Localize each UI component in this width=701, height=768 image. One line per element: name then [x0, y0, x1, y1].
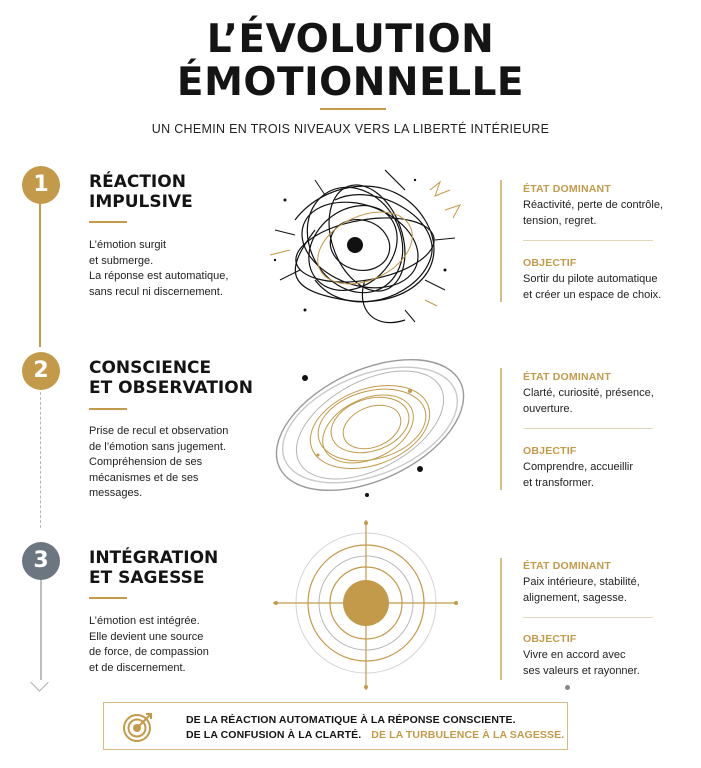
level-3-description: [89, 614, 254, 676]
level-1-state-line: tension, regret.: [523, 214, 597, 227]
level-1-description-line: La réponse est automatique,: [89, 270, 229, 282]
level-1-description-line: et submerge.: [89, 254, 154, 267]
level-3-separator: [523, 617, 653, 618]
level-2-description-line: Prise de recul et observation: [89, 425, 229, 437]
level-2-goal-label: OBJECTIF: [523, 445, 577, 457]
concentric-target-illustration: [268, 515, 468, 695]
level-1-description: [89, 238, 254, 300]
level-1-description-line: L’émotion surgit: [89, 239, 167, 251]
page-subtitle: UN CHEMIN EN TROIS NIVEAUX VERS LA LIBERTÉ INTÉRIEURE: [151, 122, 550, 136]
footer-line2-a: DE LA CONFUSION À LA CLARTÉ.: [186, 729, 362, 741]
level-1-divider: [500, 180, 502, 302]
level-3-goal-line: ses valeurs et rayonner.: [523, 664, 640, 677]
level-1-state-label: ÉTAT DOMINANT: [523, 183, 611, 195]
timeline-segment-2: [40, 392, 41, 528]
level-1-heading-line2: IMPULSIVE: [89, 192, 193, 212]
level-3-description-line: de force, de compassion: [89, 646, 209, 658]
level-3-state-line: Paix intérieure, stabilité,: [523, 576, 640, 588]
level-3-description-line: L’émotion est intégrée.: [89, 615, 200, 627]
level-2-rule: [89, 408, 127, 410]
level-3-state-text: [523, 575, 693, 606]
level-2-heading-line1: CONSCIENCE: [89, 358, 212, 378]
level-2-goal-text: [523, 460, 693, 491]
level-3-goal-line: Vivre en accord avec: [523, 649, 626, 661]
level-3-description-line: et de discernement.: [89, 661, 186, 674]
level-1-rule: [89, 221, 127, 223]
level-2-divider: [500, 368, 502, 490]
level-1-heading-line1: RÉACTION: [89, 172, 186, 192]
level-1-state-text: [523, 198, 693, 229]
footer-line2: [186, 728, 564, 743]
level-3-state-line: alignement, sagesse.: [523, 591, 627, 604]
footer-line1: DE LA RÉACTION AUTOMATIQUE À LA RÉPONSE CONSCIENTE.: [186, 714, 516, 726]
timeline-arrow-icon: [30, 673, 48, 691]
level-1-number-badge: 1: [22, 166, 60, 204]
timeline-segment-3: [40, 580, 42, 680]
level-2-state-line: Clarté, curiosité, présence,: [523, 387, 654, 399]
level-1-state-line: Réactivité, perte de contrôle,: [523, 199, 664, 211]
level-3-rule: [89, 597, 127, 599]
level-2-description-line: messages.: [89, 487, 143, 499]
orbit-rings-illustration: [260, 345, 480, 505]
level-1-heading: [89, 172, 193, 212]
page-title-line1: L’ÉVOLUTION: [206, 17, 495, 62]
level-1-separator: [523, 240, 653, 241]
end-dot: [565, 685, 570, 690]
title-divider: [320, 108, 386, 110]
chaotic-scribble-illustration: [255, 160, 470, 330]
level-1-goal-text: [523, 272, 693, 303]
level-2-separator: [523, 428, 653, 429]
level-3-heading: [89, 548, 218, 588]
level-2-description-line: Compréhension de ses: [89, 456, 203, 468]
level-3-number-badge: 3: [22, 542, 60, 580]
level-2-goal-line: et transformer.: [523, 476, 594, 489]
level-3-goal-text: [523, 648, 693, 679]
footer-line2-b: DE LA TURBULENCE À LA SAGESSE.: [371, 729, 565, 741]
footer-text: [186, 713, 564, 743]
level-2-goal-line: Comprendre, accueillir: [523, 461, 634, 473]
level-2-state-line: ouverture.: [523, 402, 573, 415]
level-3-divider: [500, 558, 502, 680]
level-2-state-label: ÉTAT DOMINANT: [523, 371, 611, 383]
level-2-description-line: de l’émotion sans jugement.: [89, 440, 226, 453]
level-1-goal-label: OBJECTIF: [523, 257, 577, 269]
level-2-heading: [89, 358, 253, 398]
level-2-number-badge: 2: [22, 352, 60, 390]
level-1-goal-line: et créer un espace de choix.: [523, 288, 662, 301]
level-3-state-label: ÉTAT DOMINANT: [523, 560, 611, 572]
level-3-heading-line1: INTÉGRATION: [89, 548, 219, 568]
target-arrow-icon: [122, 711, 154, 743]
timeline-segment-1: [39, 202, 41, 347]
level-3-goal-label: OBJECTIF: [523, 633, 577, 645]
level-2-description: [89, 424, 254, 502]
level-3-heading-line2: ET SAGESSE: [89, 568, 205, 588]
page-title-line2: ÉMOTIONNELLE: [176, 60, 525, 105]
level-1-description-line: sans recul ni discernement.: [89, 285, 223, 298]
level-2-description-line: mécanismes et de ses: [89, 471, 199, 484]
level-2-state-text: [523, 386, 693, 417]
level-3-description-line: Elle devient une source: [89, 630, 204, 643]
level-2-heading-line2: ET OBSERVATION: [89, 378, 253, 398]
level-1-goal-line: Sortir du pilote automatique: [523, 273, 658, 285]
footer-banner: [103, 702, 568, 750]
